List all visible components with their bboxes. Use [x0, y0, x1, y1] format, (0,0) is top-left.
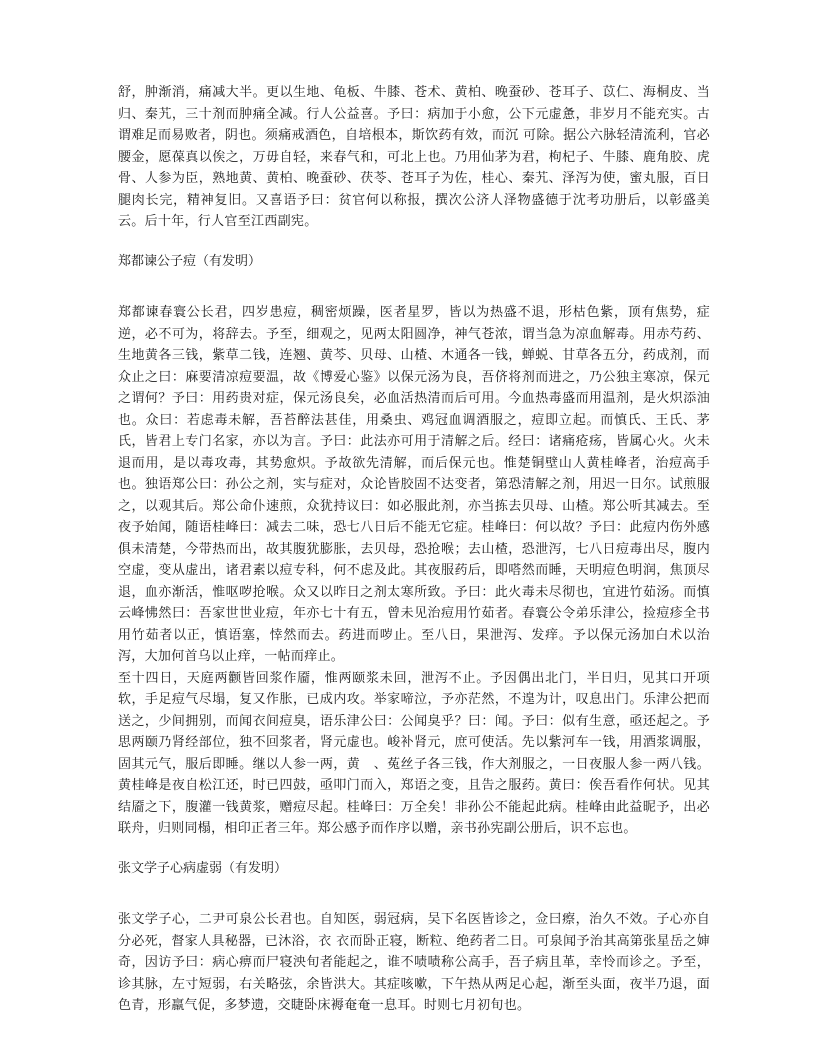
paragraph-zheng-case-continued: 至十四日，天庭两颧皆回浆作靥，惟两颐浆未回，泄泻不止。予因偶出北门，半日归，见其口开项软，手足痘气尽塌，复又作胀，已成内攻。举家啼泣，予亦茫然，不遑为计，叹息出门。乐津公把而送之，少间拥别，而闻衣间痘臭，语乐津公曰：公闻臭乎？曰：闻。予曰：似有生意，亟还起之。予思两颐乃肾经部位，独不回浆者，肾元虚也。峻补肾元，庶可使活。先以紫河车一钱，用酒浆调服，固其元气，服后即睡。继以人参一两，黄 、菟丝子各三钱，作大剂服之，一日夜服人参一两八钱。黄桂峰是夜自松江还，时已四鼓，亟叩门而入，郑语之变，且告之服药。黄曰：俟吾看作何状。见其结靥之下，腹灌一钱黄浆，赠痘尽起。桂峰曰：万全矣！非孙公不能起此病。桂峰由此益昵予，出必联舟，归则同榻，相印正者三年。郑公感予而作序以赠，亲书孙宪副公册后，识不忘也。: [118, 670, 710, 836]
paragraph-case-continuation: 舒，肿渐消，痛减大半。更以生地、龟板、牛膝、苍术、黄柏、晚蚕砂、苍耳子、苡仁、海桐皮、当归、秦艽，三十剂而肿痛全减。行人公益喜。予曰：病加于小愈，公下元虚惫，非岁月不能充实。古谓难足而易败者，阴也。须痛戒酒色，自培根本，斯饮药有效，而沉 可除。据公六脉轻清流利，官必腰金，愿葆真以俟之，万毋自轻，来春气和，可北上也。乃用仙茅为君，枸杞子、牛膝、鹿角胶、虎骨、人参为臣，熟地黄、黄柏、晚蚕砂、茯苓、苍耳子为佐，桂心、秦艽、泽泻为使，蜜丸服，百日腿肉长完，精神复旧。又喜语予曰：贫官何以称报，撰次公济人泽物盛德于沈考功册后，以彰盛美云。后十年，行人官至江西副宪。: [118, 85, 710, 229]
section-heading-zheng: 郑都谏公子痘（有发明）: [118, 253, 262, 269]
document-page: [118, 82, 710, 1017]
paragraph-zhang-case: 张文学子心，二尹可泉公长君也。自知医，弱冠病，吴下名医皆诊之，佥曰瘵，治久不效。子心亦自分必死，督家人具秘器，已沐浴，衣 衣而卧正寝，断粒、绝药者二日。可泉闻予治其高第张星岳之婶奇，因访予曰：病心痹而尸寝泱旬者能起之，谁不啧啧称公高手，吾子病且革，幸怜而诊之。予至，诊其脉，左寸短弱，右关略弦，余皆洪大。其症咳嗽，下午热从两足心起，渐至头面，夜半乃退，面色青，形羸气促，多梦遗，交睫卧床褥奄奄一息耳。时则七月初旬也。: [118, 912, 710, 1013]
paragraph-zheng-case: 郑都谏春寰公长君，四岁患痘，稠密烦躁，医者星罗，皆以为热盛不退，形枯色紫，顶有焦势，症逆，必不可为，将辞去。予至，细观之，见两太阳圆净，神气苍浓，谓当急为凉血解毒。用赤芍药、生地黄各三钱，紫草二钱，连翘、黄芩、贝母、山楂、木通各一钱，蝉蜕、甘草各五分，药成剂，而众止之曰：麻要清凉痘要温，故《博爱心鉴》以保元汤为良，吾侪将剂而进之，乃公独主寒凉，保元之谓何？予曰：用药贵对症，保元汤良矣，必血活热清而后可用。今血热毒盛而用温剂，是火炽添油也。众曰：若虑毒未解，吾苔醉法甚佳，用桑虫、鸡冠血调酒服之，痘即立起。而慎氏、王氏、茅氏，皆君上专门名家，亦以为言。予曰：此法亦可用于清解之后。经曰：诸痛疮疡，皆属心火。火未退而用，是以毒攻毒，其势愈炽。予故欲先清解，而后保元也。惟楚铜壁山人黄桂峰者，治痘高手也。独语郑公曰：孙公之剂，实与症对，众论皆胶固不达变者，第恐清解之剂，用迟一日尔。试煎服之，以观其后。郑公命仆速煎，众犹持议曰：如必服此剂，亦当拣去贝母、山楂。郑公听其减去。至夜予始闻，随语桂峰曰：减去二味，恐七八日后不能无它症。桂峰曰：何以故？予曰：此痘内伤外感俱未清楚，今带热而出，故其腹犹膨胀，去贝母，恐抢喉；去山楂，恐泄泻，七八日痘毒出尽，腹内空虚，变从虚出，诸君素以痘专科，何不虑及此。其夜服药后，即嗒然而睡，天明痘色明润，焦顶尽退，血亦渐活，惟呕哕抢喉。众又以昨日之剂太寒所致。予曰：此火毒未尽彻也，宜进竹茹汤。而慎云峰怫然曰：吾家世世业痘，年亦七十有五，曾未见治痘用竹茹者。春寰公令弟乐津公，捡痘疹全书用竹茹者以正，慎语塞，悻然而去。药进而哕止。至八日，果泄泻、发痒。予以保元汤加白术以治泻，大加何首乌以止痒，一帖而痒止。: [118, 305, 710, 664]
section-heading-zhang: 张文学子心病虚弱（有发明）: [118, 860, 288, 876]
